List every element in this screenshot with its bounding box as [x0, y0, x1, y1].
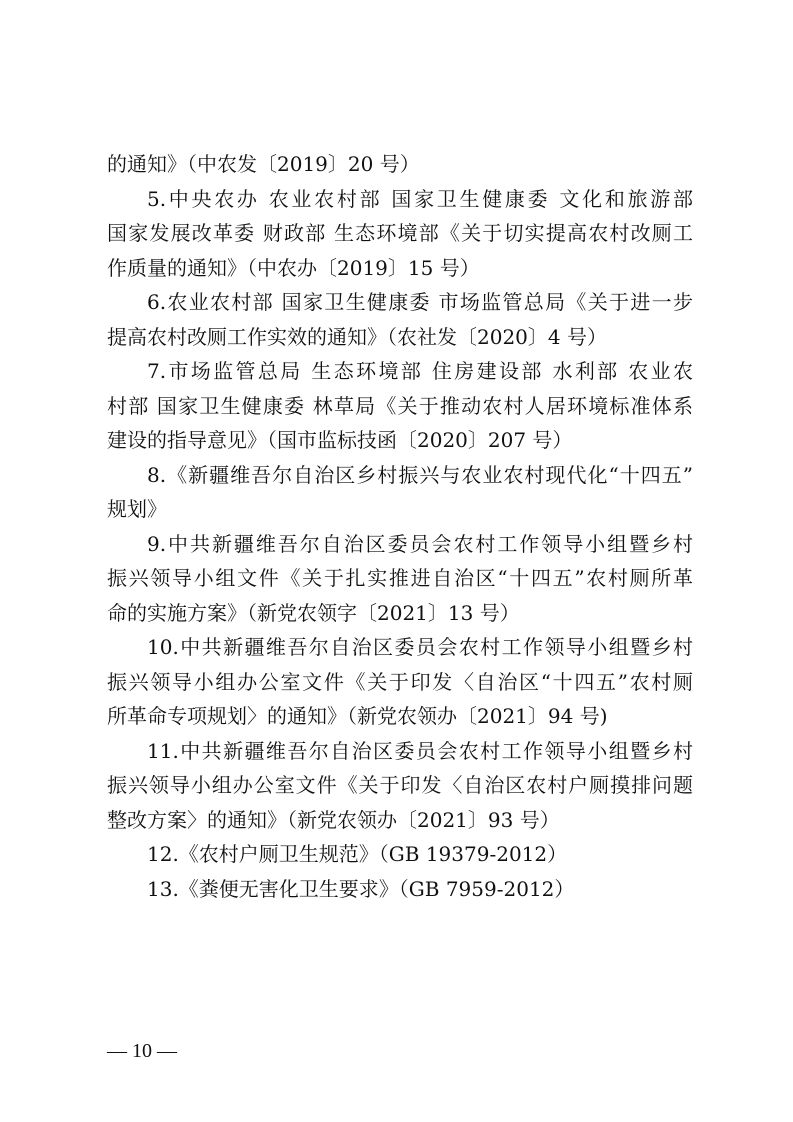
- list-item-12: 12.《农村户厕卫生规范》（GB 19379-2012）: [147, 842, 568, 866]
- text-line: 的通知》（中农发〔2019〕20 号）: [107, 152, 420, 176]
- text-line: 所革命专项规划〉的通知》（新党农领办〔2021〕94 号): [107, 704, 608, 728]
- list-item-7: 7.市场监管总局 生态环境部 住房建设部 水利部 农业农: [147, 359, 693, 383]
- text-line: 振兴领导小组办公室文件《关于印发〈自治区农村户厕摸排问题: [107, 773, 693, 797]
- list-item-11: 11.中共新疆维吾尔自治区委员会农村工作领导小组暨乡村: [147, 738, 693, 763]
- text-line: 规划》: [107, 497, 167, 521]
- list-item-8: 8.《新疆维吾尔自治区乡村振兴与农业农村现代化“十四五”: [147, 462, 693, 487]
- list-item-10: 10.中共新疆维吾尔自治区委员会农村工作领导小组暨乡村: [147, 635, 693, 659]
- text-line: 村部 国家卫生健康委 林草局《关于推动农村人居环境标准体系: [107, 393, 693, 418]
- page-number: — 10 —: [107, 1040, 177, 1062]
- text-line: 命的实施方案》（新党农领字〔2021〕13 号）: [107, 600, 520, 625]
- text-line: 振兴领导小组办公室文件《关于印发〈自治区“十四五”农村厕: [107, 669, 693, 694]
- text-line: 作质量的通知》（中农办〔2019〕15 号）: [107, 255, 480, 280]
- list-item-9: 9.中共新疆维吾尔自治区委员会农村工作领导小组暨乡村: [147, 531, 693, 556]
- list-item-6: 6.农业农村部 国家卫生健康委 市场监管总局《关于进一步: [147, 290, 693, 314]
- text-line: 建设的指导意见》（国市监标技函〔2020〕207 号）: [107, 428, 573, 452]
- text-line: 国家发展改革委 财政部 生态环境部《关于切实提高农村改厕工: [107, 221, 693, 245]
- list-item-13: 13.《粪便无害化卫生要求》（GB 7959-2012）: [147, 876, 575, 901]
- text-line: 提高农村改厕工作实效的通知》（农社发〔2020〕4 号）: [107, 324, 607, 349]
- list-item-5: 5.中央农办 农业农村部 国家卫生健康委 文化和旅游部: [147, 186, 693, 211]
- document-body: [107, 147, 693, 906]
- text-line: 整改方案〉的通知》（新党农领办〔2021〕93 号）: [107, 807, 560, 832]
- text-line: 振兴领导小组文件《关于扎实推进自治区“十四五”农村厕所革: [107, 566, 693, 590]
